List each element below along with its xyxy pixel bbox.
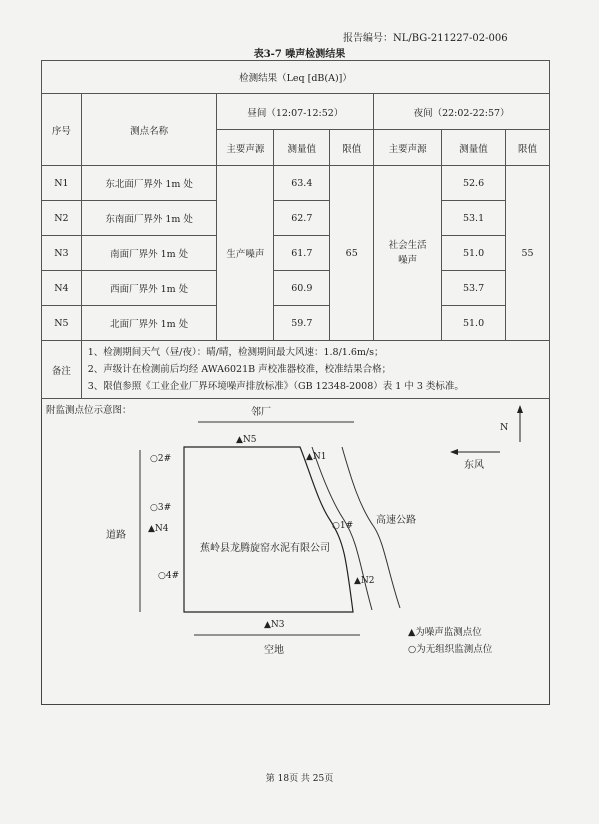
result-title-cell: 检测结果（Leq [dB(A)]）	[42, 61, 550, 94]
north-arrow-icon	[517, 405, 523, 442]
noise-point-n5: ▲N5	[236, 435, 257, 445]
row-night-value: 51.0	[442, 306, 506, 341]
row-night-value: 51.0	[442, 236, 506, 271]
row-point: 东南面厂界外 1m 处	[81, 201, 217, 236]
table-row	[42, 236, 550, 271]
noise-point-n3: ▲N3	[264, 620, 285, 630]
notes-label: 备注	[42, 341, 82, 399]
noise-results-table	[41, 60, 550, 399]
notes-cell	[81, 341, 549, 399]
night-limit-cell: 55	[506, 166, 550, 341]
night-header: 夜间（22:02-22:57）	[374, 94, 550, 130]
report-number: 报告编号：NL/BG-211227-02-006	[343, 33, 508, 44]
row-point: 东北面厂界外 1m 处	[81, 166, 217, 201]
table-row	[42, 271, 550, 306]
day-source-header: 主要声源	[217, 130, 274, 166]
row-night-value: 53.1	[442, 201, 506, 236]
page-footer: 第 18页 共 25页	[265, 774, 334, 784]
air-point-2: ○2#	[150, 454, 172, 464]
note-line: 1、检测期间天气（昼/夜）：晴/晴，检测期间最大风速：1.8/1.6m/s；	[87, 347, 384, 358]
row-day-value: 61.7	[274, 236, 330, 271]
col-point-header: 测点名称	[81, 94, 217, 166]
table-row	[42, 306, 550, 341]
factory-label: 蕉岭县龙腾旋窑水泥有限公司	[200, 543, 330, 554]
row-id: N2	[42, 201, 82, 236]
table-row	[42, 201, 550, 236]
highway-label: 高速公路	[376, 515, 416, 526]
night-source-cell	[374, 166, 442, 341]
night-source-header: 主要声源	[374, 130, 442, 166]
vacant-label: 空地	[264, 645, 284, 656]
neighbor-label: 邻厂	[251, 407, 271, 418]
road-label: 道路	[106, 530, 126, 541]
air-point-3: ○3#	[150, 503, 172, 513]
wind-label: 东风	[464, 460, 484, 471]
note-line: 2、声级计在检测前后均经 AWA6021B 声校准器校准，校准结果合格；	[87, 364, 392, 375]
row-night-value: 52.6	[442, 166, 506, 201]
row-night-value: 53.7	[442, 271, 506, 306]
day-header: 昼间（12:07-12:52）	[217, 94, 374, 130]
row-point: 北面厂界外 1m 处	[81, 306, 217, 341]
row-point: 西面厂界外 1m 处	[81, 271, 217, 306]
noise-point-n1: ▲N1	[306, 452, 327, 462]
row-day-value: 62.7	[274, 201, 330, 236]
row-day-value: 63.4	[274, 166, 330, 201]
noise-point-n2: ▲N2	[354, 576, 375, 586]
monitoring-site-diagram	[42, 402, 549, 704]
table-title: 表3-7 噪声检测结果	[253, 49, 346, 60]
night-source-text: 社会生活噪声	[388, 240, 427, 266]
air-point-4: ○4#	[158, 571, 180, 581]
legend-air: ○为无组织监测点位	[408, 644, 493, 655]
diagram-title: 附监测点位示意图：	[46, 405, 132, 416]
day-measured-header: 测量值	[274, 130, 330, 166]
row-day-value: 59.7	[274, 306, 330, 341]
north-label: N	[500, 422, 509, 433]
factory-boundary	[184, 447, 353, 612]
note-line: 3、限值参照《工业企业厂界环境噪声排放标准》（GB 12348-2008）表 1 中 3 类标准。	[87, 381, 464, 392]
night-limit-header: 限值	[506, 130, 550, 166]
air-point-1: ○1#	[332, 521, 354, 531]
legend-noise: ▲为噪声监测点位	[408, 627, 482, 638]
table-row	[42, 166, 550, 201]
row-id: N1	[42, 166, 82, 201]
row-day-value: 60.9	[274, 271, 330, 306]
row-point: 南面厂界外 1m 处	[81, 236, 217, 271]
wind-arrow-icon	[450, 449, 500, 455]
night-measured-header: 测量值	[442, 130, 506, 166]
row-id: N4	[42, 271, 82, 306]
day-limit-header: 限值	[330, 130, 374, 166]
day-source-cell: 生产噪声	[217, 166, 274, 341]
noise-point-n4: ▲N4	[148, 524, 169, 534]
col-index-header: 序号	[42, 94, 82, 166]
row-id: N3	[42, 236, 82, 271]
row-id: N5	[42, 306, 82, 341]
day-limit-cell: 65	[330, 166, 374, 341]
